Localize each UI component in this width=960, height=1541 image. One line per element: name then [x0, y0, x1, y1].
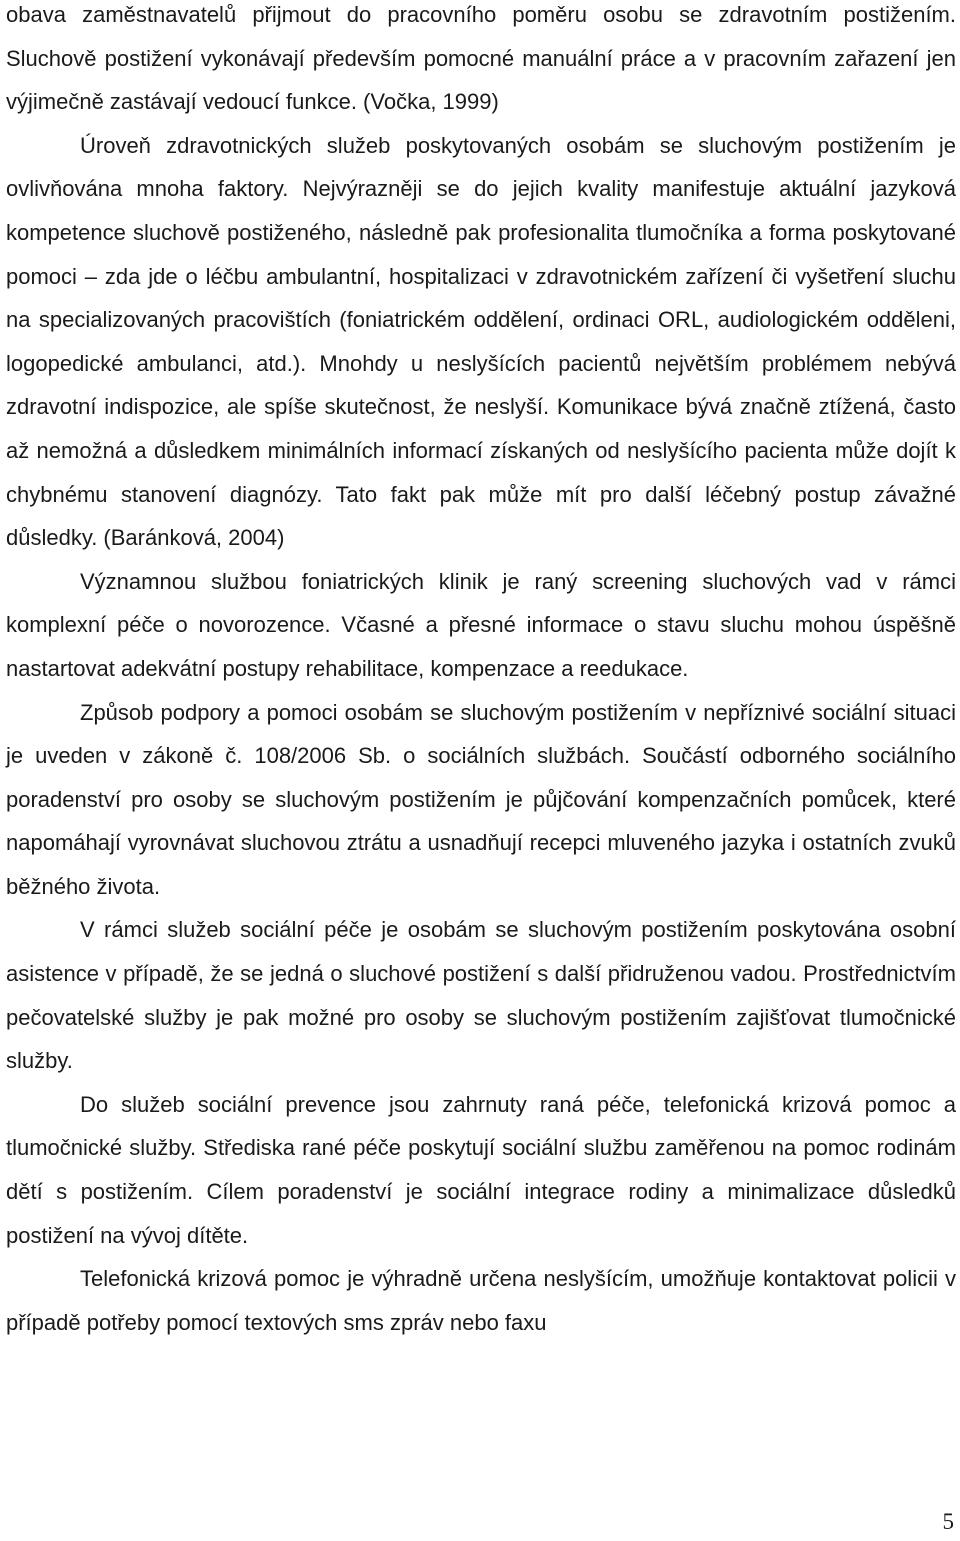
paragraph-1: obava zaměstnavatelů přijmout do pracovního poměru osobu se zdravotním postižením. Sluchově postižení vykonávají především pomocné manuální práce a v pracovním zařazení jen výjimečně zastávají vedoucí funkce. (Vočka, 1999): [6, 2, 956, 115]
paragraph-6: Do služeb sociální prevence jsou zahrnuty raná péče, telefonická krizová pomoc a tlumočnické služby. Střediska rané péče poskytují sociální službu zaměřenou na pomoc rodinám dětí s postižením. Cílem poradenství je sociální integrace rodiny a minimalizace důsledků postižení na vývoj dítěte.: [6, 1091, 956, 1248]
document-page: [6, 0, 956, 1344]
paragraph-5: V rámci služeb sociální péče je osobám se sluchovým postižením poskytována osobní asistence v případě, že se jedná o sluchové postižení s další přidruženou vadou. Prostřednictvím pečovatelské služby je pak možné pro osoby se sluchovým postižením zajišťovat tlumočnické služby.: [6, 917, 956, 1074]
paragraph-2: Úroveň zdravotnických služeb poskytovaných osobám se sluchovým postižením je ovlivňována mnoha faktory. Nejvýrazněji se do jejich kvality manifestuje aktuální jazyková kompetence sluchově postiženého, následně pak profesionalita tlumočníka a forma poskytované pomoci – zda jde o léčbu ambulantní, hospitalizaci v zdravotnickém zařízení či vyšetření sluchu na specializovaných pracovištích (foniatrickém oddělení, ordinaci ORL, audiologickém odděleni, logopedické ambulanci, atd.). Mnohdy u neslyšících pacientů největším problémem nebývá zdravotní indispozice, ale spíše skutečnost, že neslyší. Komunikace bývá značně ztížená, často až nemožná a důsledkem minimálních informací získaných od neslyšícího pacienta může dojít k chybnému stanovení diagnózy. Tato fakt pak může mít pro další léčebný postup závažné důsledky. (Baránková, 2004): [6, 132, 956, 551]
paragraph-7: Telefonická krizová pomoc je výhradně určena neslyšícím, umožňuje kontaktovat policii v případě potřeby pomocí textových sms zpráv nebo faxu: [6, 1266, 956, 1335]
paragraph-3: Významnou službou foniatrických klinik je raný screening sluchových vad v rámci komplexní péče o novorozence. Včasné a přesné informace o stavu sluchu mohou úspěšně nastartovat adekvátní postupy rehabilitace, kompenzace a reedukace.: [6, 568, 956, 681]
page-number: 5: [942, 1509, 954, 1534]
paragraph-4: Způsob podpory a pomoci osobám se sluchovým postižením v nepříznivé sociální situaci je uveden v zákoně č. 108/2006 Sb. o sociálních službách. Součástí odborného sociálního poradenství pro osoby se sluchovým postižením je půjčování kompenzačních pomůcek, které napomáhají vyrovnávat sluchovou ztrátu a usnadňují recepci mluveného jazyka i ostatních zvuků běžného života.: [6, 699, 956, 899]
